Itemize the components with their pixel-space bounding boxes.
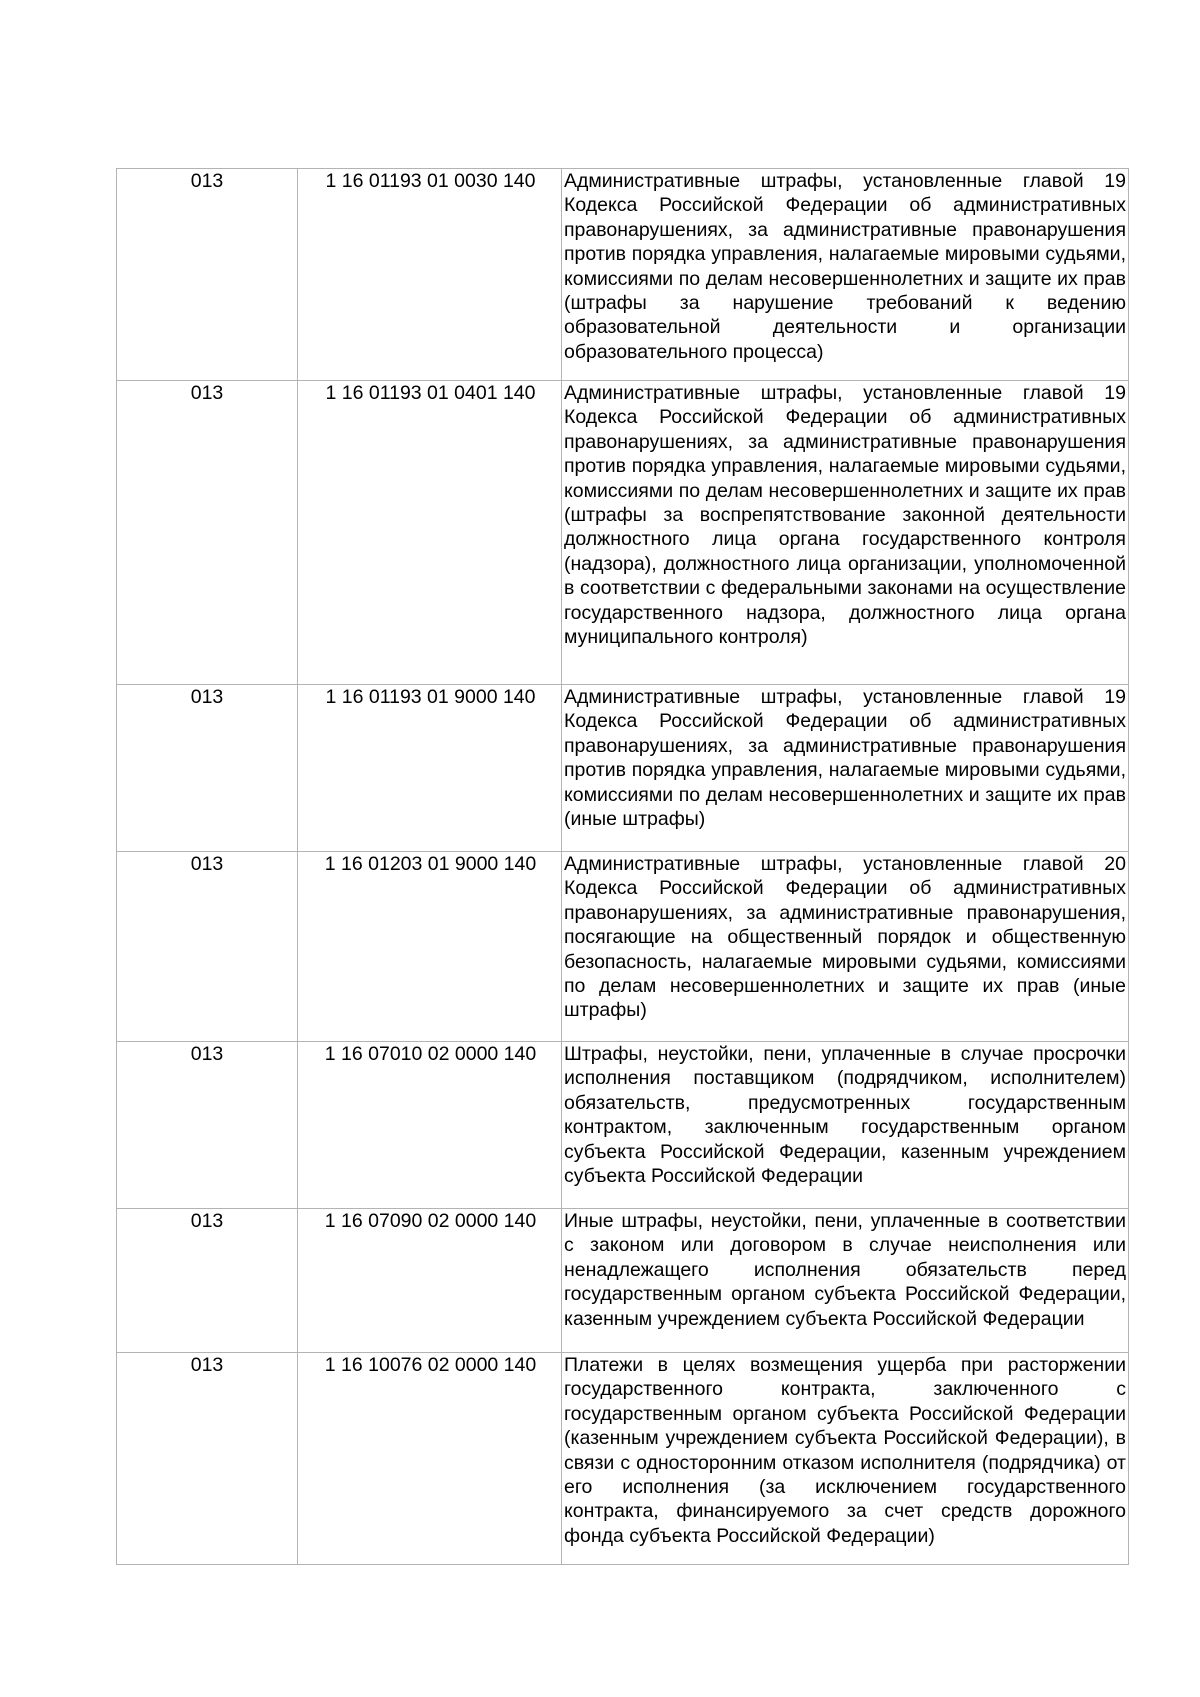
revenue-name: Иные штрафы, неустойки, пени, уплаченные в соответствии с законом или договором в случае неисполнения или ненадлежащего исполнения обязательств перед государственным органом субъекта Российской Федерации, казенным учреждением субъекта Российской Федерации (564, 1210, 1126, 1330)
table-row (117, 1042, 1129, 1209)
admin-code-cell (117, 852, 298, 1042)
revenue-name-cell (562, 1209, 1129, 1353)
revenue-name: Штрафы, неустойки, пени, уплаченные в случае просрочки исполнения поставщиком (подрядчиком, исполнителем) обязательств, предусмотренных государственным контрактом, заключенным государственным органом субъекта Российской Федерации, казенным учреждением субъекта Российской Федерации (564, 1043, 1126, 1188)
table-row (117, 852, 1129, 1042)
table-row (117, 1353, 1129, 1565)
table-row (117, 169, 1129, 381)
revenue-name: Административные штрафы, установленные главой 20 Кодекса Российской Федерации об административных правонарушениях, за административные правонарушения, посягающие на общественный порядок и общественную безопасность, налагаемые мировыми судьями, комиссиями по делам несовершеннолетних и защите их прав (иные штрафы) (564, 853, 1126, 1022)
admin-code-cell (117, 1209, 298, 1353)
admin-code: 013 (190, 170, 224, 192)
revenue-name-cell (562, 685, 1129, 852)
revenue-name-cell (562, 852, 1129, 1042)
admin-code: 013 (190, 382, 224, 404)
budget-codes-table (116, 168, 1129, 1565)
table-row (117, 381, 1129, 685)
kbk-code: 1 16 01193 01 0030 140 (325, 170, 536, 192)
admin-code: 013 (190, 1354, 224, 1376)
revenue-name-cell (562, 381, 1129, 685)
revenue-name-cell (562, 1042, 1129, 1209)
kbk-code: 1 16 07010 02 0000 140 (324, 1043, 537, 1065)
admin-code-cell (117, 1042, 298, 1209)
kbk-code-cell (298, 852, 562, 1042)
kbk-code-cell (298, 1042, 562, 1209)
table-row (117, 685, 1129, 852)
revenue-name-cell (562, 169, 1129, 381)
kbk-code-cell (298, 169, 562, 381)
admin-code: 013 (190, 686, 224, 708)
admin-code-cell (117, 1353, 298, 1565)
admin-code: 013 (190, 853, 224, 875)
admin-code: 013 (190, 1043, 224, 1065)
revenue-name-cell (562, 1353, 1129, 1565)
revenue-name: Административные штрафы, установленные главой 19 Кодекса Российской Федерации об административных правонарушениях, за административные правонарушения против порядка управления, налагаемые мировыми судьями, комиссиями по делам несовершеннолетних и защите их прав (штрафы за воспрепятствование законной деятельности должностного лица органа государственного контроля (надзора), должностного лица организации, уполномоченной в соответствии с федеральными законами на осуществление государственного надзора, должностного лица органа муниципального контроля) (564, 382, 1126, 649)
revenue-name: Административные штрафы, установленные главой 19 Кодекса Российской Федерации об административных правонарушениях, за административные правонарушения против порядка управления, налагаемые мировыми судьями, комиссиями по делам несовершеннолетних и защите их прав (иные штрафы) (564, 686, 1126, 831)
revenue-name: Платежи в целях возмещения ущерба при расторжении государственного контракта, заключенного с государственным органом субъекта Российской Федерации (казенным учреждением субъекта Российской Федерации), в связи с односторонним отказом исполнителя (подрядчика) от его исполнения (за исключением государственного контракта, финансируемого за счет средств дорожного фонда субъекта Российской Федерации) (564, 1354, 1126, 1547)
admin-code-cell (117, 685, 298, 852)
kbk-code: 1 16 01193 01 9000 140 (325, 686, 536, 708)
admin-code-cell (117, 381, 298, 685)
admin-code: 013 (190, 1210, 224, 1232)
kbk-code: 1 16 01203 01 9000 140 (324, 853, 537, 875)
kbk-code-cell (298, 1209, 562, 1353)
kbk-code: 1 16 07090 02 0000 140 (324, 1210, 537, 1232)
kbk-code-cell (298, 685, 562, 852)
revenue-name: Административные штрафы, установленные главой 19 Кодекса Российской Федерации об административных правонарушениях, за административные правонарушения против порядка управления, налагаемые мировыми судьями, комиссиями по делам несовершеннолетних и защите их прав (штрафы за нарушение требований к ведению образовательной деятельности и организации образовательного процесса) (564, 170, 1126, 363)
kbk-code: 1 16 10076 02 0000 140 (324, 1354, 537, 1376)
kbk-code-cell (298, 1353, 562, 1565)
kbk-code: 1 16 01193 01 0401 140 (325, 382, 536, 404)
admin-code-cell (117, 169, 298, 381)
table-row (117, 1209, 1129, 1353)
table-body (117, 169, 1129, 1565)
kbk-code-cell (298, 381, 562, 685)
